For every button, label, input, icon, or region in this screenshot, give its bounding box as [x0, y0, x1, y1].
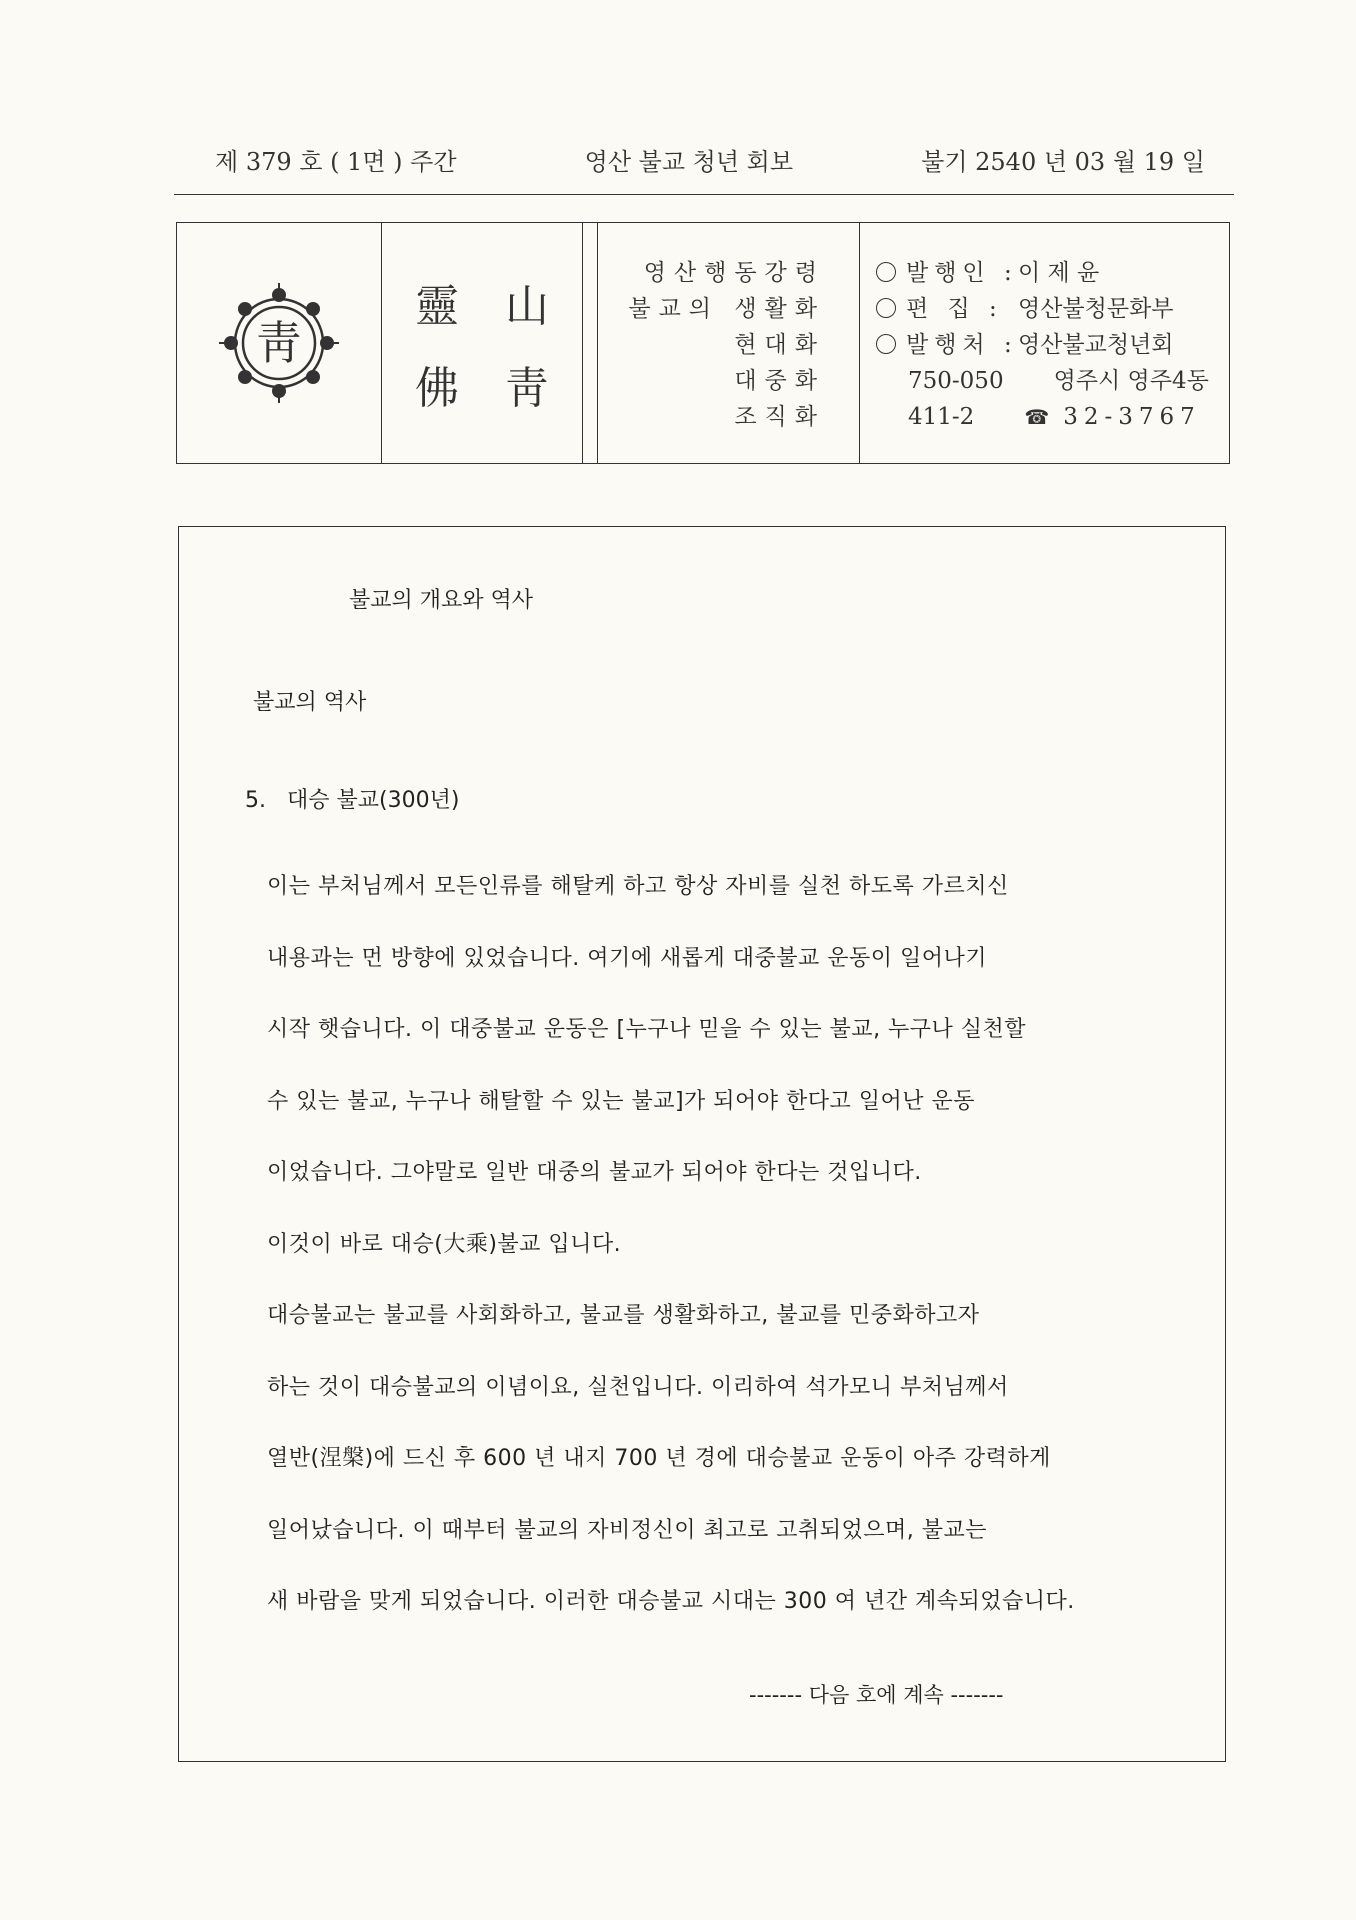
article-body — [267, 851, 1207, 1638]
slogan-line: 불교의 생활화 — [628, 296, 825, 322]
editor-line — [876, 291, 1229, 327]
continued-note: ------- 다음 호에 계속 ------- — [749, 1683, 1004, 1707]
title-char: 山 — [505, 281, 549, 332]
slogan-cell — [598, 223, 860, 463]
issuer-label: 발행처 : — [906, 332, 1018, 358]
circle-bullet-icon — [876, 298, 896, 318]
masthead — [176, 222, 1230, 464]
article-subtitle: 불교의 역사 — [253, 690, 367, 715]
title-char: 佛 — [415, 363, 459, 414]
section-title: 대승 불교(300년) — [287, 788, 460, 813]
issuer-name: 영산불교청년회 — [1018, 332, 1174, 358]
body-line: 일어났습니다. 이 때부터 불교의 자비정신이 최고로 고취되었으며, 불교는 — [267, 1517, 988, 1543]
editor-label: 편 집 : — [906, 296, 1003, 322]
title-cell — [382, 223, 583, 463]
article-title: 불교의 개요와 역사 — [349, 588, 534, 613]
title-char: 靈 — [415, 281, 459, 332]
newsletter-name: 영산 불교 청년 회보 — [584, 148, 793, 176]
section-number: 5. — [245, 788, 266, 813]
publisher-name: 이 제 윤 — [1018, 260, 1100, 286]
body-line: 수 있는 불교, 누구나 해탈할 수 있는 불교]가 되어야 한다고 일어난 운동 — [267, 1088, 976, 1114]
publisher-line — [876, 255, 1229, 291]
postal-code: 750-050 — [908, 368, 1004, 394]
publication-info — [860, 223, 1229, 463]
body-line: 내용과는 먼 방향에 있었습니다. 여기에 새롭게 대중불교 운동이 일어나기 — [267, 945, 988, 971]
slogan-line: 현대화 — [734, 332, 825, 358]
title-char: 靑 — [505, 363, 549, 414]
section-heading — [245, 783, 459, 814]
issuer-line — [876, 327, 1229, 363]
address-line — [876, 363, 1229, 399]
slogan-line: 조직화 — [734, 404, 825, 430]
circle-bullet-icon — [876, 334, 896, 354]
circle-bullet-icon — [876, 262, 896, 282]
publisher-label: 발행인 : — [906, 260, 1018, 286]
body-line: 이었습니다. 그야말로 일반 대중의 불교가 되어야 한다는 것입니다. — [267, 1160, 922, 1185]
body-line: 시작 햇습니다. 이 대중불교 운동은 [누구나 믿을 수 있는 불교, 누구나 실천할 — [267, 1017, 1027, 1042]
issue-date: 불기 2540 년 03 월 19 일 — [921, 148, 1205, 176]
header-divider — [174, 194, 1234, 195]
phone-number: 32-3767 — [1063, 404, 1201, 430]
street-phone-line — [876, 399, 1229, 435]
street-address: 411-2 — [908, 404, 975, 430]
issue-number: 제 379 호 ( 1면 ) 주간 — [215, 148, 457, 176]
spacer-cell — [583, 223, 598, 463]
body-line: 열반(涅槃)에 드신 후 600 년 내지 700 년 경에 대승불교 운동이 아주 강력하게 — [267, 1446, 1051, 1471]
city-address: 영주시 영주4동 — [1053, 368, 1209, 394]
logo-cell — [177, 223, 382, 463]
body-line: 하는 것이 대승불교의 이념이요, 실천입니다. 이리하여 석가모니 부처님께서 — [267, 1374, 1009, 1400]
body-line: 대승불교는 불교를 사회화하고, 불교를 생활화하고, 불교를 민중화하고자 — [267, 1303, 980, 1328]
dharma-wheel-logo-icon — [217, 281, 341, 405]
slogan-line: 대중화 — [734, 368, 825, 394]
body-line: 이는 부처님께서 모든인류를 해탈케 하고 항상 자비를 실천 하도록 가르치신 — [267, 874, 1009, 899]
editor-name: 영산불청문화부 — [1018, 296, 1174, 322]
body-line: 새 바람을 맞게 되었습니다. 이러한 대승불교 시대는 300 여 년간 계속되었습니다. — [267, 1589, 1075, 1614]
slogan-line: 영산행동강령 — [643, 260, 825, 286]
body-line: 이것이 바로 대승(大乘)불교 입니다. — [267, 1231, 622, 1257]
telephone-icon: ☎ — [1024, 405, 1050, 429]
newsletter-header — [215, 142, 1205, 177]
article-box — [178, 526, 1226, 1762]
logo-character: 靑 — [256, 316, 302, 370]
